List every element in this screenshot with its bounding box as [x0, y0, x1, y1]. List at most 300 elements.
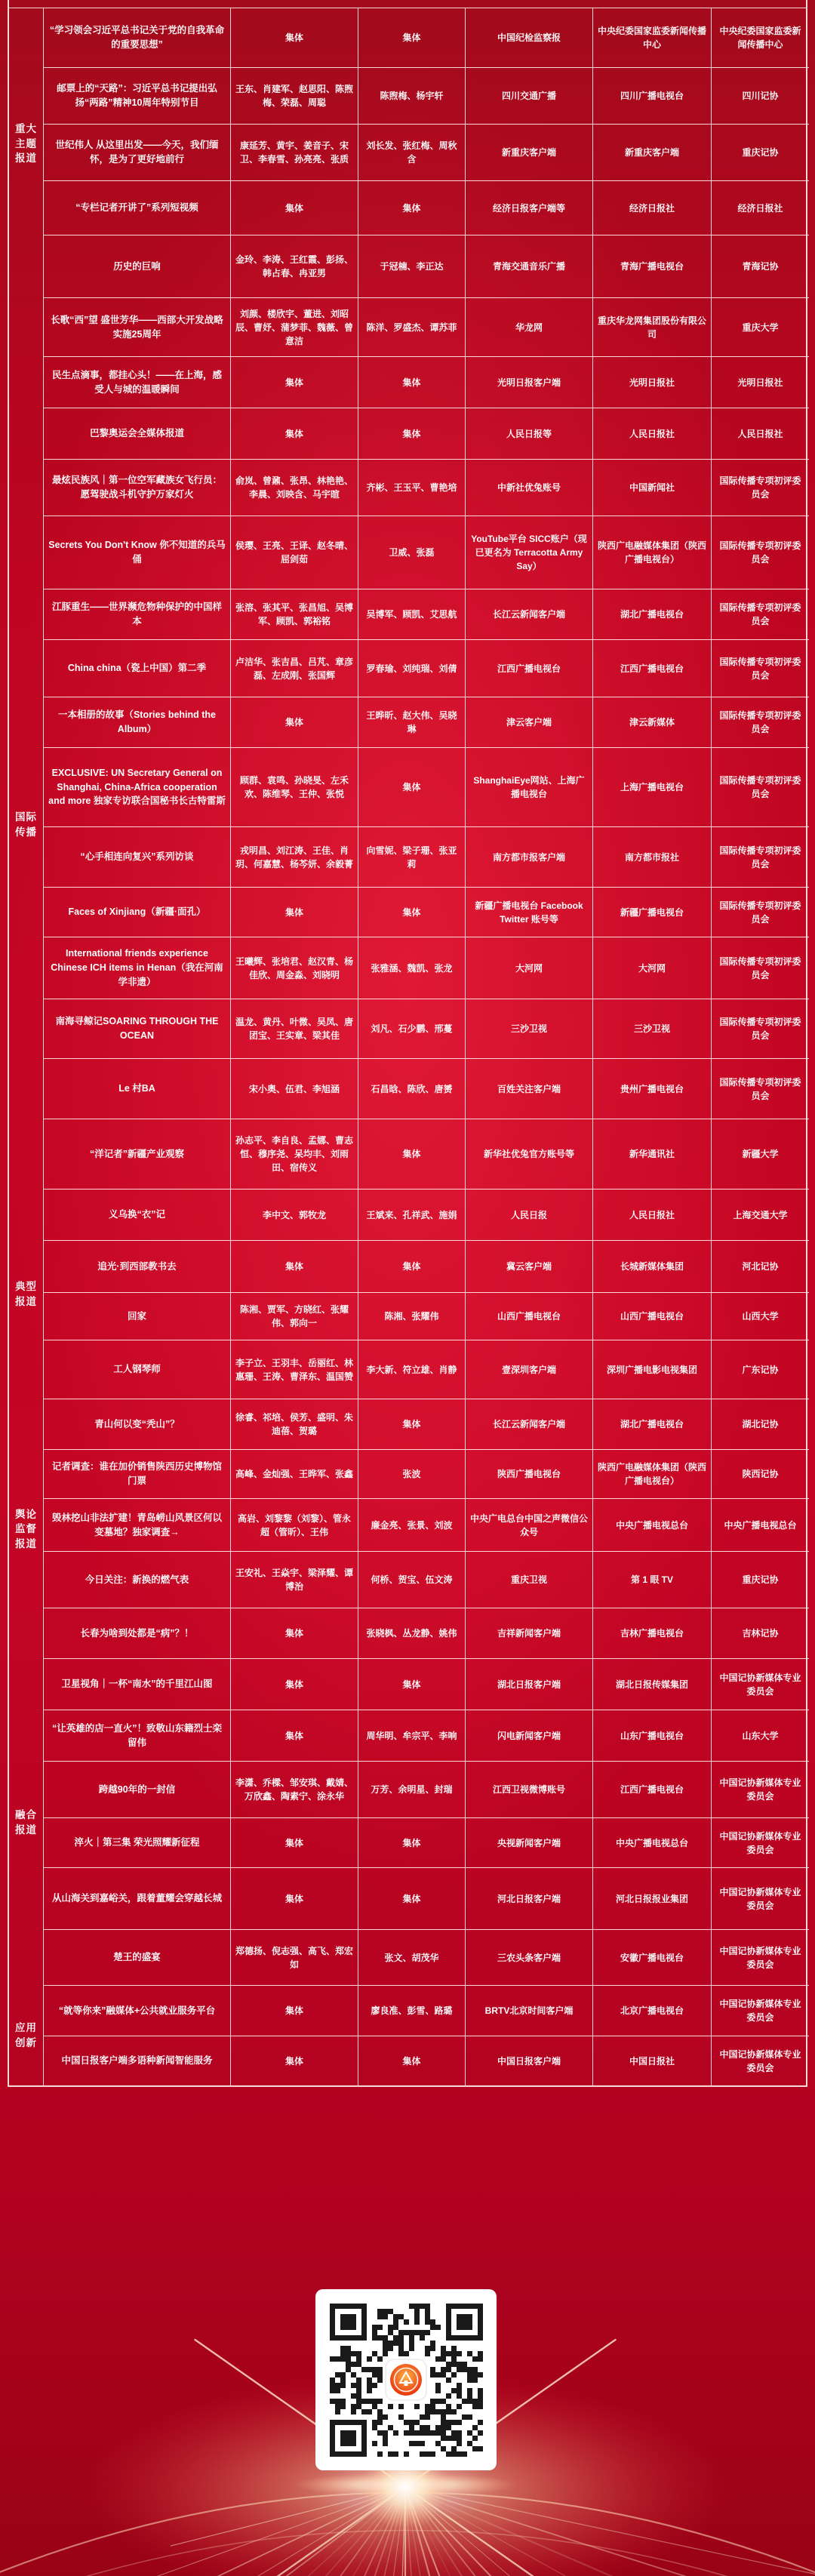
cell-recommender	[712, 999, 809, 1058]
category-label-yulun-jiandu-baodao	[9, 1399, 44, 1659]
cell-submitter	[593, 357, 712, 408]
cell-editors	[358, 8, 466, 67]
cell-text: 李大新、符立雄、肖静	[366, 1364, 457, 1375]
category-label-line: 国际	[15, 811, 37, 823]
cell-text: 中央纪委国家监委新闻传播中心	[598, 26, 707, 50]
cell-recommender	[712, 298, 809, 356]
section-ronghe-baodao	[9, 1659, 806, 1986]
cell-title	[44, 1241, 231, 1292]
cell-authors	[231, 937, 358, 999]
cell-text: 中央广播电视总台	[724, 1519, 797, 1531]
cell-text: 安徽广播电视台	[620, 1952, 684, 1963]
cell-text: 集体	[402, 377, 421, 388]
cell-text: 集体	[284, 1893, 303, 1904]
cell-recommender	[712, 1450, 809, 1498]
category-label-line: 融合	[15, 1808, 37, 1820]
cell-text: 世纪伟人 从这里出发——今天，我们缅怀，是为了更好地前行	[55, 140, 219, 165]
cell-recommender	[712, 937, 809, 999]
cell-text: 集体	[402, 1837, 421, 1848]
cell-title	[44, 235, 231, 297]
table-row	[44, 640, 809, 697]
cell-editors	[358, 748, 466, 826]
cell-platform	[466, 125, 593, 180]
cell-text: 中央广播电视总台	[615, 1837, 688, 1848]
table-row	[44, 68, 809, 125]
cell-title	[44, 125, 231, 180]
cell-submitter	[593, 8, 712, 67]
cell-text: 长歌“西”望 盛世芳华——西部大开发战略实施25周年	[51, 314, 223, 340]
cell-submitter	[593, 1119, 712, 1189]
cell-editors	[358, 1659, 466, 1710]
cell-text: 长江云新闻客户端	[492, 1419, 565, 1430]
cell-text: 中新社优兔账号	[497, 482, 561, 493]
cell-text: 湖北广播电视台	[620, 609, 684, 620]
cell-title	[44, 1293, 231, 1340]
category-label-line: 报道	[15, 1296, 37, 1307]
cell-title	[44, 1818, 231, 1867]
cell-submitter	[593, 1059, 712, 1119]
cell-text: 新疆广播电视台 Facebook Twitter 账号等	[475, 900, 583, 925]
cell-authors	[231, 125, 358, 180]
cell-authors	[231, 1818, 358, 1867]
cell-submitter	[593, 748, 712, 826]
cell-editors	[358, 1930, 466, 1985]
cell-text: 人民日报等	[506, 428, 552, 439]
cell-text: 江豚重生——世界濒危物种保护的中国样本	[51, 602, 222, 626]
cell-submitter	[593, 1608, 712, 1658]
cell-text: 吴博军、顾凯、艾思航	[366, 609, 457, 620]
cell-text: 四川记协	[742, 91, 779, 101]
cell-recommender	[712, 516, 809, 589]
cell-text: 大河网	[638, 962, 666, 974]
cell-platform	[466, 181, 593, 235]
cell-text: 孙志平、李自良、孟娜、曹志恒、穆序尧、呆均丰、刘雨田、宿传义	[235, 1135, 354, 1173]
cell-recommender	[712, 1930, 809, 1985]
cell-text: 中央广电总台中国之声微信公众号	[470, 1513, 589, 1537]
section-yulun-jiandu-baodao	[9, 1399, 806, 1659]
cell-text: 国际传播专项初评委员会	[719, 656, 801, 681]
cell-title	[44, 1119, 231, 1189]
cell-text: 张雅涵、魏凯、张龙	[371, 962, 453, 974]
cell-text: 江西广播电视台	[620, 1784, 684, 1795]
cell-text: 江西广播电视台	[497, 663, 561, 674]
cell-text: 回家	[127, 1310, 146, 1322]
cell-text: 何桥、贺宝、伍文涛	[371, 1574, 453, 1585]
cell-text: 戎明昌、刘江涛、王佳、肖玥、何嘉慧、杨芩妍、余毅菁	[235, 845, 354, 869]
cell-title	[44, 1930, 231, 1985]
cell-authors	[231, 1190, 358, 1240]
cell-text: 一本相册的故事（Stories behind the Album）	[57, 709, 217, 734]
cell-title	[44, 68, 231, 124]
category-label-yingyong-chuangxin	[9, 1986, 44, 2085]
cell-text: 集体	[284, 1261, 303, 1272]
cell-recommender	[712, 1399, 809, 1449]
cell-title	[44, 589, 231, 639]
table-row	[44, 1552, 809, 1608]
cell-submitter	[593, 1868, 712, 1929]
cell-platform	[466, 697, 593, 747]
cell-text: 齐彬、王玉平、曹艳培	[366, 482, 457, 493]
cell-text: 集体	[284, 906, 303, 918]
table-row	[44, 1608, 809, 1659]
table-row	[44, 1762, 809, 1818]
cell-submitter	[593, 235, 712, 297]
cell-text: 高峰、金灿强、王晔军、张鑫	[235, 1469, 354, 1479]
cell-submitter	[593, 460, 712, 516]
cell-text: 重庆记协	[742, 147, 779, 158]
cell-text: 大河网	[515, 962, 543, 974]
cell-platform	[466, 1499, 593, 1551]
cell-submitter	[593, 697, 712, 747]
cell-text: 河北日报客户端	[497, 1893, 561, 1904]
cell-submitter	[593, 181, 712, 235]
cell-submitter	[593, 999, 712, 1058]
cell-text: 南海寻鲸记SOARING THROUGH THE OCEAN	[55, 1016, 219, 1041]
cell-editors	[358, 589, 466, 639]
cell-text: “就等你来”融媒体+公共就业服务平台	[58, 2005, 216, 2016]
cell-text: 人民日报社	[629, 428, 675, 439]
cell-text: 山西广播电视台	[620, 1311, 684, 1322]
cell-title	[44, 748, 231, 826]
cell-submitter	[593, 1241, 712, 1292]
cell-text: 百姓关注客户端	[497, 1083, 561, 1094]
cell-editors	[358, 1710, 466, 1761]
cell-title	[44, 1868, 231, 1929]
cell-editors	[358, 1450, 466, 1498]
cell-text: 深圳广播电影电视集团	[606, 1364, 697, 1375]
cell-text: 中国日报客户端	[497, 2055, 561, 2067]
cell-platform	[466, 2036, 593, 2085]
cell-text: 中国纪检监察报	[497, 32, 561, 43]
cell-submitter	[593, 1659, 712, 1710]
category-label-line: 传播	[15, 826, 37, 838]
cell-text: 吉林记协	[742, 1628, 779, 1639]
cell-title	[44, 516, 231, 589]
cell-platform	[466, 68, 593, 124]
cell-authors	[231, 68, 358, 124]
cell-platform	[466, 1868, 593, 1929]
cell-text: 新疆广播电视台	[620, 906, 684, 918]
cell-title	[44, 888, 231, 937]
cell-text: 于冠楠、李正达	[380, 261, 444, 272]
cell-text: 卢洁华、张吉昌、吕芃、章彦磊、左成刚、张国辉	[235, 656, 354, 681]
cell-text: EXCLUSIVE: UN Secretary General on Shanghai, China-Africa cooperation and more 独家专访联合国秘书长古特雷斯	[48, 767, 226, 807]
cell-recommender	[712, 181, 809, 235]
cell-text: “让英雄的店一直火”！致敬山东籍烈士栾留伟	[51, 1722, 222, 1748]
table-row	[44, 1659, 809, 1710]
cell-text: 贵州广播电视台	[620, 1083, 684, 1094]
cell-authors	[231, 1868, 358, 1929]
cell-text: 今日关注：新换的燃气表	[85, 1574, 189, 1585]
cell-text: 卫威、张磊	[389, 547, 435, 558]
cell-recommender	[712, 1818, 809, 1867]
cell-text: 经济日报客户端等	[492, 202, 565, 214]
lens-streak	[292, 2473, 518, 2497]
cell-text: 湖北日报客户端	[497, 1679, 561, 1690]
cell-text: 三农头条客户端	[497, 1952, 561, 1963]
cell-platform	[466, 1450, 593, 1498]
cell-editors	[358, 1868, 466, 1929]
cell-platform	[466, 235, 593, 297]
cell-text: 三沙卫视	[510, 1023, 547, 1034]
cell-text: “洋记者”新疆产业观察	[89, 1148, 184, 1159]
cell-authors	[231, 2036, 358, 2085]
emblem-icon	[389, 2362, 423, 2397]
cell-title	[44, 1608, 231, 1658]
cell-recommender	[712, 697, 809, 747]
cell-recommender	[712, 1241, 809, 1292]
cell-platform	[466, 357, 593, 408]
cell-authors	[231, 1119, 358, 1189]
cell-text: 央视新闻客户端	[497, 1837, 561, 1848]
cell-editors	[358, 235, 466, 297]
table-row	[44, 2036, 809, 2085]
table-row	[44, 1241, 809, 1293]
table-row	[44, 181, 809, 235]
cell-platform	[466, 1659, 593, 1710]
cell-text: 集体	[284, 1837, 303, 1848]
cell-text: 中国记协新媒体专业委员会	[719, 1830, 801, 1855]
cell-editors	[358, 1818, 466, 1867]
cell-text: 侯璎、王亮、王译、赵冬晴、屈剑茹	[235, 540, 354, 565]
table-row	[44, 888, 809, 937]
cell-submitter	[593, 1762, 712, 1817]
cell-text: 王东、肖建军、赵思阳、陈煦梅、荣磊、周聪	[235, 84, 354, 108]
cell-text: 江西卫视微博账号	[492, 1784, 565, 1795]
cell-platform	[466, 298, 593, 356]
table-row	[44, 1868, 809, 1930]
cell-editors	[358, 1241, 466, 1292]
cell-submitter	[593, 68, 712, 124]
cell-text: 国际传播专项初评委员会	[719, 1017, 801, 1041]
cell-text: 吉祥新闻客户端	[497, 1628, 561, 1639]
cell-text: 顾群、袁鸣、孙晓旻、左禾欢、陈维琴、王仲、张悦	[239, 775, 349, 799]
table-row	[44, 1986, 809, 2036]
cell-text: 新华通讯社	[629, 1149, 675, 1159]
cell-text: 重庆华龙网集团股份有限公司	[598, 315, 707, 340]
cell-text: 向雪妮、梁子珊、张亚莉	[366, 845, 457, 869]
cell-text: 第 1 眼 TV	[630, 1574, 673, 1585]
cell-text: 湖北记协	[742, 1419, 779, 1430]
cell-text: 张波	[402, 1469, 421, 1479]
cell-authors	[231, 1293, 358, 1340]
cell-text: 长江云新闻客户端	[492, 609, 565, 620]
cell-recommender	[712, 640, 809, 697]
cell-title	[44, 1762, 231, 1817]
cell-text: 集体	[284, 717, 303, 728]
cell-text: 陕西记协	[742, 1469, 779, 1479]
table-row	[44, 1818, 809, 1868]
cell-text: 最炫民族风｜第一位空军藏族女飞行员：愿驾驶战斗机守护万家灯火	[51, 475, 222, 500]
cell-text: 上海广播电视台	[620, 782, 684, 792]
cell-text: International friends experience Chinese ICH items in Henan（我在河南学非遗）	[51, 948, 223, 987]
table-row	[44, 589, 809, 640]
cell-text: 张晓枫、丛龙静、姚伟	[366, 1628, 457, 1639]
cell-authors	[231, 999, 358, 1058]
cell-recommender	[712, 125, 809, 180]
cell-text: 周华明、牟宗平、李响	[366, 1730, 457, 1741]
category-label-zhongda-zhuti-baodao	[9, 8, 44, 460]
cell-submitter	[593, 1399, 712, 1449]
cell-text: “心手相连向复兴”系列访谈	[80, 851, 194, 863]
cell-text: 新华社优兔官方账号等	[483, 1149, 574, 1159]
cell-authors	[231, 408, 358, 459]
section-zhongda-zhuti-baodao	[9, 8, 806, 460]
table-row	[44, 235, 809, 298]
cell-text: 刘长发、张红梅、周秋含	[366, 140, 457, 165]
cell-authors	[231, 1986, 358, 2036]
cell-text: 新疆大学	[742, 1149, 779, 1159]
cell-editors	[358, 827, 466, 887]
cell-text: 四川交通广播	[501, 91, 556, 101]
cell-text: 张文、胡茂华	[384, 1952, 439, 1963]
cell-editors	[358, 1399, 466, 1449]
cell-authors	[231, 460, 358, 516]
cell-text: 廖良准、彭雪、路璐	[371, 2005, 453, 2016]
cell-title	[44, 2036, 231, 2085]
cell-platform	[466, 1399, 593, 1449]
cell-text: 中国记协新媒体专业委员会	[719, 1999, 801, 2023]
table-row	[44, 460, 809, 516]
cell-text: 陕西广播电视台	[497, 1469, 561, 1479]
cell-editors	[358, 68, 466, 124]
table-row	[44, 999, 809, 1059]
cell-platform	[466, 1818, 593, 1867]
cell-text: 集体	[402, 782, 421, 792]
cell-platform	[466, 827, 593, 887]
cell-authors	[231, 589, 358, 639]
cell-text: 廉金亮、张景、刘波	[371, 1519, 453, 1531]
cell-title	[44, 1986, 231, 2036]
cell-text: 王曦辉、张培君、赵汉青、杨佳欣、周金淼、刘晓明	[235, 956, 354, 980]
cell-text: Secrets You Don't Know 你不知道的兵马俑	[48, 540, 226, 565]
cell-text: 长城新媒体集团	[620, 1261, 684, 1272]
cell-text: 追光·到西部教书去	[97, 1260, 177, 1272]
cell-text: 湖北日报传媒集团	[615, 1679, 688, 1690]
cell-title	[44, 1552, 231, 1608]
category-label-line: 报道	[15, 152, 37, 165]
cell-text: 集体	[402, 1419, 421, 1430]
cell-platform	[466, 1119, 593, 1189]
cell-platform	[466, 8, 593, 67]
table-row	[44, 1399, 809, 1450]
cell-text: 万芳、余明星、封瑞	[371, 1784, 453, 1795]
cell-text: 吉林广播电视台	[620, 1628, 684, 1639]
cell-text: 集体	[284, 2005, 303, 2016]
cell-text: 国际传播专项初评委员会	[719, 956, 801, 980]
cell-text: 国际传播专项初评委员会	[719, 900, 801, 925]
category-label-ronghe-baodao	[9, 1659, 44, 1986]
cell-text: 集体	[284, 377, 303, 388]
cell-text: 新重庆客户端	[624, 147, 679, 158]
cell-text: 李子立、王羽丰、岳丽红、林惠珊、王涛、曹泽东、温国赞	[235, 1357, 354, 1382]
cell-editors	[358, 516, 466, 589]
cell-recommender	[712, 1710, 809, 1761]
cell-text: 陈湘、贾军、方晓红、张耀伟、郭向一	[239, 1304, 349, 1328]
cell-text: 河北日报报业集团	[615, 1893, 688, 1904]
cell-text: 壹深圳客户端	[501, 1364, 556, 1375]
horizon-arc	[0, 2493, 815, 2576]
cell-recommender	[712, 1119, 809, 1189]
cell-editors	[358, 1119, 466, 1189]
cell-text: 冀云客户端	[506, 1261, 552, 1272]
cell-submitter	[593, 888, 712, 937]
table-row	[44, 1293, 809, 1340]
cell-text: 广东记协	[742, 1364, 779, 1375]
cell-title	[44, 1059, 231, 1119]
cell-platform	[466, 1986, 593, 2036]
cell-text: 王安礼、王焱宇、梁泽耀、谭博治	[235, 1568, 354, 1592]
cell-submitter	[593, 125, 712, 180]
cell-submitter	[593, 408, 712, 459]
cell-recommender	[712, 1293, 809, 1340]
cell-text: 四川广播电视台	[620, 91, 684, 101]
cell-text: 青海广播电视台	[620, 261, 684, 272]
cell-recommender	[712, 357, 809, 408]
cell-title	[44, 1710, 231, 1761]
cell-platform	[466, 1340, 593, 1399]
cell-authors	[231, 1930, 358, 1985]
cell-submitter	[593, 589, 712, 639]
cell-text: China china（瓷上中国）第二季	[67, 663, 207, 674]
cell-text: 重庆大学	[742, 322, 779, 333]
cell-recommender	[712, 2036, 809, 2085]
cell-text: 中国记协新媒体专业委员会	[719, 1672, 801, 1697]
cell-text: 中国日报客户端多语种新闻智能服务	[61, 2055, 213, 2067]
cell-text: “学习领会习近平总书记关于党的自我革命的重要思想”	[49, 25, 225, 50]
cell-platform	[466, 937, 593, 999]
cell-authors	[231, 1659, 358, 1710]
cell-text: 长春为啥到处都是“病”？！	[80, 1627, 194, 1639]
cell-text: 江西广播电视台	[620, 663, 684, 674]
cell-authors	[231, 181, 358, 235]
cell-submitter	[593, 1293, 712, 1340]
cell-title	[44, 8, 231, 67]
cell-platform	[466, 408, 593, 459]
category-label-line: 报道	[15, 1824, 37, 1836]
cell-submitter	[593, 1450, 712, 1498]
cell-text: 三沙卫视	[633, 1023, 670, 1034]
cell-recommender	[712, 1059, 809, 1119]
cell-recommender	[712, 1340, 809, 1399]
cell-editors	[358, 408, 466, 459]
cell-platform	[466, 1608, 593, 1658]
cell-editors	[358, 640, 466, 697]
cell-platform	[466, 1710, 593, 1761]
cell-recommender	[712, 1659, 809, 1710]
cell-text: 集体	[402, 428, 421, 439]
cell-text: 集体	[402, 1679, 421, 1690]
cell-submitter	[593, 1552, 712, 1608]
category-label-line: 舆论	[15, 1508, 37, 1520]
cell-text: 中国新闻社	[629, 482, 675, 493]
cell-recommender	[712, 1190, 809, 1240]
cell-text: 毁林挖山非法扩建！青岛崂山风景区何以变墓地？独家调查→	[51, 1512, 222, 1537]
cell-text: 集体	[402, 2055, 421, 2067]
cell-text: 人民日报社	[737, 428, 783, 439]
cell-text: 人民日报	[510, 1209, 547, 1220]
cell-text: 集体	[284, 32, 303, 43]
cell-text: Faces of Xinjiang（新疆·面孔）	[68, 906, 206, 918]
cell-text: 王斌来、孔祥武、施娟	[366, 1209, 457, 1220]
cell-submitter	[593, 827, 712, 887]
table-row	[44, 516, 809, 589]
cell-text: 集体	[284, 2055, 303, 2067]
cell-authors	[231, 1499, 358, 1551]
cell-title	[44, 697, 231, 747]
cell-recommender	[712, 1608, 809, 1658]
table-row	[44, 937, 809, 999]
